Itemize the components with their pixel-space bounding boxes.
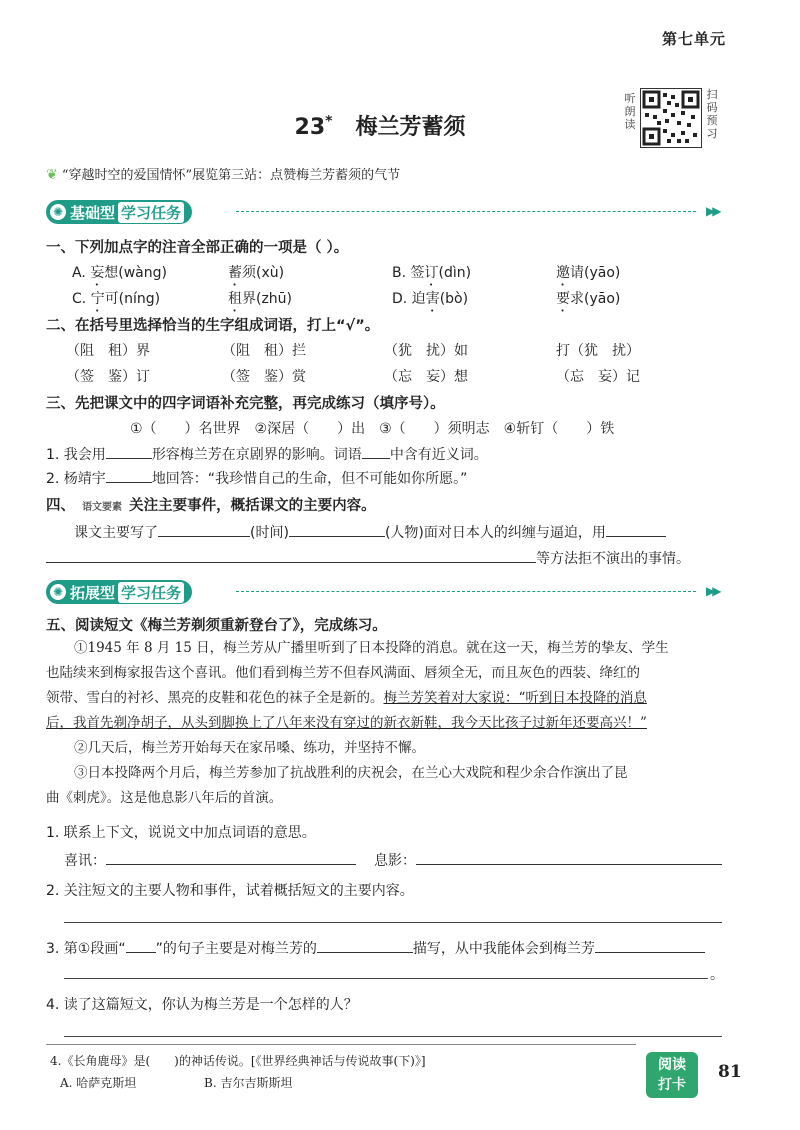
q3-s2b: 地回答：“我珍惜自己的生命，但不可能如你所愿。” <box>151 471 468 487</box>
word-label: 息影： <box>374 853 416 869</box>
section-basic-header <box>46 200 726 224</box>
exhibit-banner <box>46 164 400 183</box>
passage-line: 也陆续来到梅家报告这个喜讯。他们看到梅兰芳不但春风满面、唇须全无，而且灰色的西装、绛红的 <box>46 665 640 681</box>
q3-stem: 三、先把课文中的四字词语补充完整，再完成练习（填序号）。 <box>46 396 445 412</box>
yuwen-tag: 语文要素 <box>82 502 123 513</box>
q4-line2 <box>46 548 690 568</box>
word-xixun <box>64 850 356 870</box>
double-arrow-icon: ▶▶ <box>706 204 719 218</box>
opt-text: 界(zhū) <box>242 291 293 307</box>
page-number: 81 <box>718 1062 742 1082</box>
period-mark: 。 <box>710 967 724 983</box>
answer-blank[interactable] <box>106 468 152 483</box>
q2-item[interactable]: （犹 扰）如 <box>384 343 468 359</box>
q3-s1b: 形容梅兰芳在京剧界的影响。词语 <box>151 447 362 463</box>
q2-stem: 二、在括号里选择恰当的生字组成词语，打上“√”。 <box>46 318 380 334</box>
q3-s1c: 中含有近义词。 <box>389 447 488 463</box>
underlined-sentence: 后，我首先剃净胡子，从头到脚换上了八年来没有穿过的新衣新鞋，我今天比孩子过新年还要高兴！” <box>46 715 647 731</box>
section-extend-badge <box>46 580 192 604</box>
section-divider <box>236 591 696 592</box>
answer-blank[interactable] <box>416 850 722 865</box>
dotted-char: 宁 <box>90 291 105 307</box>
q4-l2: 等方法拒不演出的事情。 <box>536 551 690 567</box>
q5-sub2: 2. 关注短文的主要人物和事件，试着概括短文的主要内容。 <box>46 883 414 899</box>
passage-para3-line2: 曲《刺虎》。这是他息影八年后的首演。 <box>46 790 283 806</box>
answer-blank[interactable] <box>126 938 156 953</box>
q2-item[interactable]: （忘 妄）记 <box>556 369 640 385</box>
q1-option-a <box>72 262 167 289</box>
q1-option-c2 <box>228 288 292 315</box>
dotted-char: 蓄 <box>228 265 242 281</box>
q4-line1 <box>74 522 666 542</box>
q2-item[interactable]: （签 鉴）赏 <box>222 369 306 385</box>
leaf-icon: ❦ <box>46 167 58 183</box>
answer-line[interactable] <box>64 922 722 923</box>
qr-code-icon[interactable] <box>640 88 702 148</box>
q3-s2a: 2. 杨靖宇 <box>46 471 106 487</box>
section-basic-badge <box>46 200 192 224</box>
q4-l1c: (人物)面对日本人的纠缠与逼迫，用 <box>384 525 606 541</box>
q2-item[interactable]: （阻 租）拦 <box>222 343 306 359</box>
word-label: 喜讯： <box>64 853 106 869</box>
opt-text: 求(yāo) <box>570 291 621 307</box>
lesson-star: * <box>325 113 333 130</box>
dotted-char: 订 <box>424 265 439 281</box>
answer-blank[interactable] <box>46 548 536 563</box>
q5-sq3b: ”的句子主要是对梅兰芳的 <box>155 941 317 957</box>
q5-sub3 <box>46 938 705 958</box>
word-xiying <box>374 850 722 870</box>
q5-sq3a: 3. 第①段画“ <box>46 941 126 957</box>
double-arrow-icon: ▶▶ <box>706 584 719 598</box>
answer-blank[interactable] <box>106 850 356 865</box>
dotted-char: 邀 <box>556 265 570 281</box>
section-basic-prefix: 基础型 <box>70 203 116 222</box>
reading-checkin-button[interactable] <box>646 1052 698 1098</box>
q3-sub1 <box>46 444 488 464</box>
answer-blank[interactable] <box>595 938 705 953</box>
q5-stem: 五、阅读短文《梅兰芳剃须重新登台了》，完成练习。 <box>46 618 387 634</box>
qr-right-label: 扫码预习 <box>706 88 718 140</box>
opt-text: 想(wàng) <box>104 265 167 281</box>
q3-items[interactable]: ①（ ）名世界 ②深居（ ）出 ③（ ）须明志 ④斩钉（ ）铁 <box>130 421 615 437</box>
qr-left-label: 听朗读 <box>624 92 636 131</box>
banner-text: “穿越时空的爱国情怀”展览第三站：点赞梅兰芳蓄须的气节 <box>61 168 401 183</box>
q4-l1a: 课文主要写了 <box>74 525 158 541</box>
q1-option-d2 <box>556 288 620 315</box>
q3-s1a: 1. 我会用 <box>46 447 106 463</box>
q2-item[interactable]: （签 鉴）订 <box>66 369 150 385</box>
opt-label: A. <box>72 265 86 281</box>
section-divider <box>236 211 696 212</box>
passage-line <box>46 686 746 711</box>
q4-stem <box>46 494 376 515</box>
q4-stem-text: 关注主要事件，概括课文的主要内容。 <box>129 498 376 514</box>
dotted-char: 要 <box>556 291 570 307</box>
opt-text: (bò) <box>439 291 469 307</box>
q2-item[interactable]: （忘 妄）想 <box>384 369 468 385</box>
answer-line[interactable] <box>64 1036 722 1037</box>
passage-para3: ③日本投降两个月后，梅兰芳参加了抗战胜利的庆祝会，在兰心大戏院和程少余合作演出了昆 <box>74 765 628 781</box>
q5-sq3c: 描写，从中我能体会到梅兰芳 <box>412 941 595 957</box>
q2-item[interactable]: 打（犹 扰） <box>556 343 640 359</box>
q4-num: 四、 <box>46 498 75 514</box>
q1-option-c <box>72 288 160 315</box>
answer-blank[interactable] <box>106 444 152 459</box>
unit-label: 第七单元 <box>661 30 726 48</box>
lesson-title-text: 梅兰芳蓄须 <box>355 115 466 140</box>
dotted-char: 租 <box>228 291 242 307</box>
opt-text: 请(yāo) <box>570 265 621 281</box>
section-extend-highlight: 学习任务 <box>118 582 184 603</box>
passage-line: ①1945 年 8 月 15 日，梅兰芳从广播里听到了日本投降的消息。就在这一天，梅兰芳的挚友、学生 <box>74 640 669 656</box>
opt-label: D. 迫 <box>392 291 426 307</box>
footer-question: 4.《长角鹿母》是( )的神话传说。[《世界经典神话与传说故事(下)》] <box>50 1054 426 1068</box>
q3-sub2 <box>46 468 467 488</box>
q1-option-d <box>392 288 468 315</box>
opt-text: (dìn) <box>438 265 472 281</box>
opt-text: 可(níng) <box>104 291 161 307</box>
section-extend-prefix: 拓展型 <box>70 583 116 602</box>
passage-para2: ②几天后，梅兰芳开始每天在家吊嗓、练功，并坚持不懈。 <box>74 740 425 756</box>
section-extend-header <box>46 580 726 604</box>
passage-text: 领带、雪白的衬衫、黑亮的皮鞋和花色的袜子全是新的。 <box>46 690 384 706</box>
answer-blank[interactable] <box>289 522 385 537</box>
lightbulb-icon: ✺ <box>50 204 66 220</box>
answer-blank[interactable] <box>317 938 413 953</box>
answer-blank[interactable] <box>606 522 666 537</box>
opt-label: B. 签 <box>392 265 425 281</box>
read-line2: 打卡 <box>658 1077 686 1093</box>
footer-option-b[interactable]: B. 吉尔吉斯斯坦 <box>204 1076 293 1090</box>
q2-item[interactable]: （阻 租）界 <box>66 343 150 359</box>
section-basic-highlight: 学习任务 <box>118 202 184 223</box>
answer-blank[interactable] <box>362 444 390 459</box>
q1-stem: 一、下列加点字的注音全部正确的一项是（ ）。 <box>46 240 349 256</box>
q1-option-a2 <box>228 262 284 289</box>
opt-text: 须(xù) <box>242 265 285 281</box>
answer-blank[interactable] <box>158 522 250 537</box>
q5-sub4: 4. 读了这篇短文，你认为梅兰芳是一个怎样的人？ <box>46 997 358 1013</box>
dotted-char: 妄 <box>90 265 105 281</box>
underlined-sentence: 梅兰芳笑着对大家说：“听到日本投降的消息 <box>383 690 647 706</box>
lightbulb-icon: ✺ <box>50 584 66 600</box>
footer-divider <box>46 1044 636 1045</box>
q1-option-b <box>392 262 471 289</box>
q1-option-b2 <box>556 262 620 289</box>
read-line1: 阅读 <box>658 1057 686 1073</box>
answer-line[interactable] <box>64 978 708 979</box>
passage <box>46 636 746 811</box>
opt-label: C. <box>72 291 87 307</box>
lesson-number: 23 <box>294 115 326 140</box>
q5-sub1: 1. 联系上下文，说说文中加点词语的意思。 <box>46 825 316 841</box>
q4-l1b: (时间) <box>250 525 289 541</box>
dotted-char: 害 <box>425 291 440 307</box>
footer-option-a[interactable]: A. 哈萨克斯坦 <box>60 1076 137 1090</box>
